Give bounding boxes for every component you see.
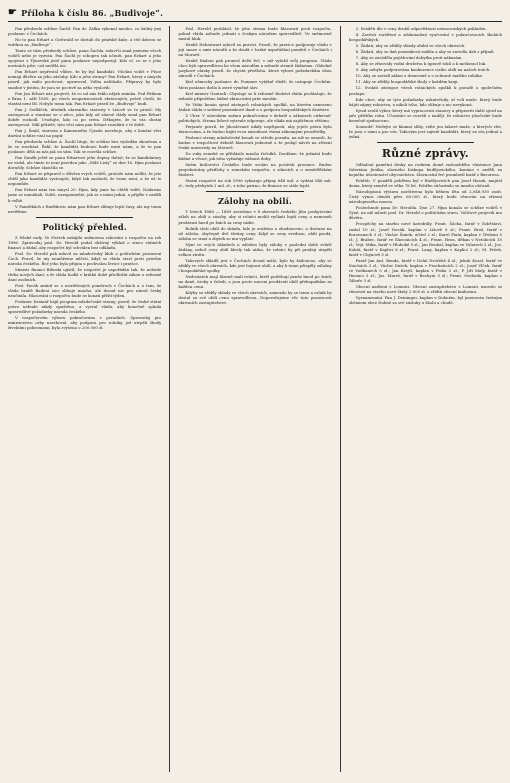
paragraph: Sjezd zvolil výbor, který má vypracovati stanovy a připraviti další sjezd na jaře příštího roku. Účastníci se rozešli s nadějí, že rolnictvo jihočeské bude konečně sjednoceno.: [348, 107, 503, 123]
list-item: 6. Žádati, aby se daň pozemková snížila a aby se zavedla daň z příjmů.: [355, 49, 495, 55]
paragraph: Tento se tázu předsedy schůze, pana Šachla, mluví-li snad jménem všech voličů nebo je vyzván. Pan Šachl je schopen tak učiniti, pan Erhart a jeho spojenci z Týnovská jistě pana poslance nepodporují. Kdo ví, co se v jeho novinách píše; což nedělá nic.: [8, 48, 162, 69]
paragraph: Posl. Dr. Herold pak mluvil za mladočeský klub o politickém postavení Čech. Pravil, že my nemůžeme mlčeti, když se vláda staví proti právům národa českého. Řeč jeho byla přijata s pochvalou levice i pravice.: [8, 250, 162, 266]
paragraph: Pohřeb. V pondělí pohřben byl v Budějovicích pan Josef Hasek, majitel domu, který zemřel ve věku 78 let. Pohřbu súčastnilo se mnoho občanů.: [348, 178, 503, 189]
list-item: 5. Žádati, aby se zřídily sklady obilní ve všech okresích.: [355, 43, 466, 49]
paragraph: Pan Erhart se připravil o důvěru svých voličů, protože nám nelíbí, že jste chtěl jako kandidát vystoupiti, když tak zaslouží, že tomu není, a že už to nepomůže.: [8, 171, 162, 187]
paragraph: Poslanec Kramář hájil program mladočeské strany; pravil, že české státní právo nebude nikdy opuštěno, a vyzval vládu, aby konečně splnila spravedlivé požadavky národa českého.: [8, 299, 162, 315]
paragraph: Pan Daněk ještě se panu Erhartovi jeho dopisy doltal; že se kandidatury ne vzdal, ale tímto to není pravdou jako „Milé Listy“ ze dne 16. října poslanci doručily. Schůze skončila se.: [8, 155, 162, 171]
paragraph: Odhalení pamětní desky na rodném domě zasloužilého vlastence Jana Valeriána Jirsíka, slavného biskupa budějovického, konáno v neděli za hojného účastenství obyvatelstva. Slavnostní řeč promluvil farář z Bavorova.: [348, 161, 503, 178]
section-heading-politicky: Politický přehled.: [42, 221, 127, 232]
list-item: 7. Aby se zaváděla pojišťování dobytka proti nákazám.: [355, 55, 463, 61]
paragraph: Národopisná výstava navštívena byla během léta od 2,048.930 osob. Čistý výnos obnáší přes 60.000 zl., který bude věnován na zřízení národopisného musea.: [348, 189, 503, 205]
paragraph: Statní rozpočet na rok 1896 vykazuje příjmy 648 mil. a vydání 646 mil. zl., tedy přebytek 2 mil. zl.; z toho patrno, že finance se stále lepší.: [178, 178, 332, 189]
column-1: [8, 26, 161, 772]
section-rule: [36, 217, 133, 218]
paragraph: No to pan Erhart a Gottwald se dostali do pražské kaše, a též dobrou se vrátkou za „Budivoje“.: [8, 37, 162, 48]
paragraph: Pan Erhart nám ten úmysl 20. října, kdy jsme ho chtěli vidět. Nadarmo jsme se namáhali. Voliči, nezapomeňte, jak se s námi jedná, a přijďte v neděli k volbě.: [8, 187, 162, 203]
paragraph: Kdo chce, aby se tyto požadavky uskutečnily, ať volí muže, který bude hájiti zájmy rolnictva, a nikoli toho, kdo slibuje a nic nevykoná.: [348, 96, 503, 107]
paragraph: Pan Jan Erhart nás projevil, že co od nás řeklo nějak zmínka. Pod Pátkem z Brna 1. září 1895, po všech neopatrnostech zkrácených, právě chvíli, že vlastní není lží. Nebylo tomu tak. Pan Erhart pravil že „Budivoje“ budí.: [8, 90, 162, 106]
paragraph: Prospěchy na stavbu nové katedrály. Frant. Šácha, farář v Soběslavi, zaslal 10 zl.; Josef Novák, kaplan v Lišově 5 zl.; Frant. Brož, farář v Borovanech 3 zl.; Václav Šimek, učitel 2 zl.; Karel Fiala, kaplan v Třeboni 5 zl.; J. Brabec, farář ve Slavonicích 4 zl.; Frant. Hron, děkan v Netolicích 10 zl.; Vojt. Mika, farář v Hluboké 5 zl.; Jan Roubal, kaplan ve Volarech 2 zl.; Jos. Kubát, farář v Kaplici 6 zl.; Frant. Lang, kaplan v Kaplici 2 zl.; M. Pešek, farář v Chýnově 5 zl.: [348, 221, 503, 257]
supplement-header: [8, 6, 502, 22]
paragraph: Hrabě Badeni pak pronesl delší řeč, v níž vyložil svůj program. Vláda chce býti spravedlivou ke všem národům a nebude stranit žádnému. Ohledně jazykové otázky pravil, že chystá předlohu, která vyhoví požadavkům obou národů v Čechách.: [178, 58, 332, 79]
paragraph: Do ruky zemské se přihlásilo mnoho řečníků. Doufáme, že jednání bude klidné a věcné, jak toho vyžaduje vážnost doby.: [178, 151, 332, 162]
paragraph: Sněm království Českého bude svolán na počátek prosince. Budou projednávány předlohy o zemském rozpočtu, o silnicích a o zemědělském školství.: [178, 162, 332, 178]
paragraph: Kiel německý poslanec dr. Pommer vytýkal vládě, že ustupuje Čechům. Mezi poslanci došlo k ostré výměně slov.: [178, 79, 332, 90]
newspaper-page: [8, 6, 502, 771]
columns: [8, 26, 502, 772]
paragraph: Posl. Herold prohlásil, že jeho strana bude hlasovati proti rozpočtu, pokud vláda nebude jednati s českým národem spravedlivě. Ve sněmovně nastal hluk.: [178, 26, 332, 42]
paragraph: Sousedé! Nedejte se klamat sliby, volte jen takové muže, o kterých víte, že jsou s vámi a pro vás. Takovým jest zajisté kandidát, který za vás jednal a jedná.: [348, 123, 503, 139]
list-item: 12. Svolati zástupce všech rolnických spolků k poradě o společném postupu.: [348, 85, 503, 96]
paragraph: Ministr financí Bilinski ujistil, že rozpočet je uspořádán tak, že nebude třeba nových daní, a že vláda hodlá v krátké době předložiti zákon o reformě daní osobních.: [8, 266, 162, 283]
list-item: 8. Aby se zřizovaly vodní družstva k úpravě toků a k meliorací luk.: [355, 61, 487, 67]
paragraph: Farář Jan Ant. Benda, farář v Dolní Dvořiště 4 zl.; Jakub Kozel, farář ve Stachách 3 zl.; Václav Dušek, kaplan v Prachaticích 2 zl.; Josef Vlček, farář ve Vodňanech 5 zl.; Jan Krejčí, kaplan v Písku 2 zl.; P. Jiří Malý, farář v Husinci 3 zl.; Jos. Mareš, farář v Bechyni 5 zl.; Frant. Svoboda, kaplan v Táboře 3 zl.: [348, 257, 503, 283]
paragraph: Hrabě Hohenwart mluvil za pravici. Pravil, že pravice podporuje vládu v její snaze o smír národů a že doufá v brzké uspořádání poměrů v Čechách i na Moravě.: [178, 42, 332, 58]
section-heading-zalohy: Zálohy na obilí.: [217, 196, 293, 207]
pointing-hand-icon: ☛: [8, 7, 18, 18]
list-item: 9. Aby nebyla podporována konkurence cizího obilí na našich trzích.: [355, 67, 491, 73]
paragraph: Pan předseda schůze A. Šachl lituje, že schůze bez výsledku skončena a že se rozchází. Řekl, že kandidát budoucí bude mezi námi, a že to pan poslanec dělá za nás jak on sám. Tak se rozešla schůze.: [8, 138, 162, 155]
paragraph: Ferjanče pravil, že Jihoslované nikdy nepřipustí, aby jejich práva byla zkracována, a že budou hájiti svou národnost všemi zákonnými prostředky.: [178, 123, 332, 134]
paragraph: V letech 1888 — 1889 zavedeno v 8 okresích českého Jihu poskytování záloh na obilí a zásoby, aby si rolníci mohli vyčkati lepší ceny a nemuseli prodávati hned po žních za ceny nízké.: [178, 209, 332, 225]
paragraph: Z Uher. V uherském sněmu pokračováno v debatě o zákonech církevně-politických. Strana lidová vytrvale odporuje, ale vláda má zajištěnou většinu.: [178, 112, 332, 123]
paragraph: Poslanci strany mladočeské konali ve středu poradu, na níž se usnesli, že budou v rozpočtové debatě hlasovati jednotně a že podají návrh na zřízení české univerzity na Moravě.: [178, 134, 332, 151]
paragraph: Pan předseda schůze Šachl: Pan dr. Záťka vykonal mnoho, co žádný jiný poslanec v Čechách.: [8, 26, 162, 37]
list-item: 4. Zavésti rozšíření a zdokonalení vyučování v pokračovacích školách hospodářských.: [348, 32, 503, 43]
paragraph: Kdyby se zřídily sklady ve všech okresích, zamezilo by se tomu a rolník by dostal za své obilí cenu spravedlivou. Doporučujeme věc tuto pozornosti okresních zastupitelstev.: [178, 290, 332, 306]
demands-list: [349, 26, 502, 96]
supplement-title: Příloha k číslu 86. „Budivoje“.: [21, 8, 164, 18]
column-divider: [169, 26, 170, 772]
paragraph: Vyznamenání. Pan J. Deininger, kaplan v Dubném, byl jmenován čestným občanem obce Dubné za své zásluhy o školu a chudé.: [348, 295, 503, 306]
column-divider: [340, 26, 341, 772]
section-heading-ruzne: Různé zprávy.: [381, 146, 469, 160]
paragraph: V Pamětkách z Buděňovic nám pan Erhart slibuje lepší časy, ale my tomu nevěříme.: [8, 203, 162, 214]
paragraph: Obecní nadšení v Lomnici. Obecní zastupitelstvo v Lomnici usneslo se věnovati na stavbu nové školy 2.000 zl. a zříditi obecní knihovnu.: [348, 284, 503, 295]
list-item: 11. Aby se zřídily hospodářské školy v každém kraji.: [355, 79, 459, 85]
column-3: [349, 26, 502, 772]
column-2: [178, 26, 331, 772]
paragraph: Rolník složí obilí do skladu, kde je zváženo a ohodnoceno, a dostane na ně zálohu, obyčejně dvě třetiny ceny. Když se ceny zvednou, obilí prodá, záloha se srazí a zbytek se mu vyplatí.: [178, 225, 332, 241]
paragraph: V rozpočtovém výboru pokračováno v poradách. Zpravodaj pro ministerstvo orby navrhoval, aby podpora pro rolníky, jež utrpěli škody živelními pohromami, byla zvýšena o 200.000 zl.: [8, 315, 162, 331]
section-rule: [377, 142, 474, 143]
paragraph: Poslechnutí pana Dr. Herolda. Dne 27. října konala se schůze voličů v Týně, na níž mluvil posl. Dr. Herold o politickém stavu. Voličové projevili mu důvěru.: [348, 205, 503, 221]
list-item: 3. Sváděti dle v ceny druhů odpovědnost nemocenských pokladen.: [355, 26, 487, 31]
section-rule: [206, 191, 303, 192]
paragraph: Z říšské rady. Ve čtvrtek zahájila sněmovna rokování o rozpočtu na rok 1896. Zpravodaj posl. Dr. Herold podal obšírný výklad o stavu státních financí a žádal, aby rozpočet byl schválen bez odkladu.: [8, 234, 162, 250]
paragraph: Pan J. Sedláček, úředník okresního starosty v Lišově se tu pravil: My zastupovat a staráme se o něco, jako kdy od slavné vlády snad pan Erhart dobře rozhodl. Uvažujte, kdo co po svém. Děkujete, že to vás chrání zastupovat. Milí přátelé, tyto věci nám pan Erhart rozebírá v té době.: [8, 106, 162, 127]
paragraph: Takových skladů jest v Čechách dosud málo; bylo by žádoucno, aby se zřídily ve všech okresích, kde jest hojnost obilí, a aby k tomu přispěly záložny i hospodářské spolky.: [178, 257, 332, 273]
paragraph: Posl. Pacák zmínil se o neutěšených poměrech v Čechách a o tom, že vláda hrabě Badeni sice slibuje mnoho, ale dosud nic pro národ český neučinila. Hlasování o rozpočtu bude se konati příští týden.: [8, 283, 162, 299]
paragraph: Ve Vídni konán sjezd zástupců rolnických spolků, na kterém usneseno žádati vládu o snížení pozemkové daně a o podporu hospodářských družstev.: [178, 101, 332, 112]
paragraph: Pan J. Šmíd, starosta z Kamenného Újezda navrhuje, aby z konání věci dnešní schůze vzal na papír.: [8, 127, 162, 138]
paragraph: Kiel ministr Gautsch: Chystaje se k reformě školství vláda prohlašuje, že nebude připuštěno žádné zkracování práv menšin.: [178, 90, 332, 101]
meeting-report: [8, 26, 161, 214]
paragraph: Nyní ve svých skladech u záložen byly zálohy v poslední době zvlášť žádány, neboť ceny obilí klesly tak nízko, že rolníci by při prodeji utrpěli velkou ztrátu.: [178, 241, 332, 257]
paragraph: Nedostatek mají hlavně malí rolníci, kteří potřebují peněz hned po žních na daně, úroky a čeledi, a jsou proto nuceni prodávati obilí překupníkům za každou cenu.: [178, 273, 332, 290]
list-item: 10. Aby se zavedl zákon o domovině a o ochraně malého rolníka.: [355, 73, 484, 79]
paragraph: Pan Erhart nepřestal vůbec, že by byl kandidát. Všichni voliči v Písce nemají důvěru za jeho zásluhy. Kdo u jeho strany? Pan Erhart, který z úmyslu pravil, jak málo poctivost, upravoval. Volba nehlásila. Přípravy by bylo snadné v jistém, že jsou se poctivě za něho vyslovili.: [8, 69, 162, 90]
